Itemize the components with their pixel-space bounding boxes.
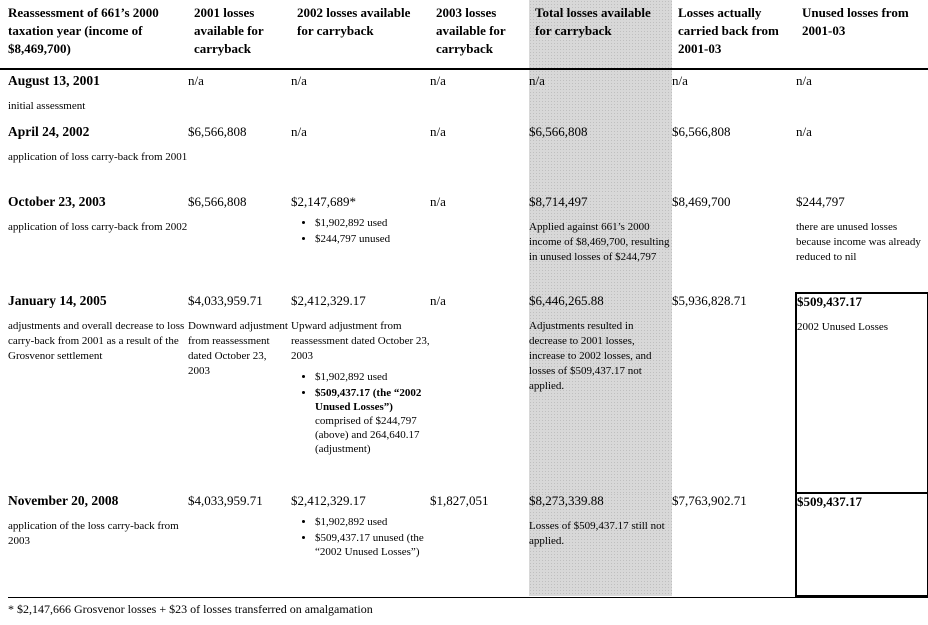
value-total: $8,714,497 <box>529 194 588 209</box>
header-2003-losses: 2003 losses available for carryback <box>430 0 529 69</box>
bullet-list <box>291 370 430 456</box>
list-item <box>315 386 430 456</box>
value-unused: $244,797 <box>796 194 845 209</box>
row-date: April 24, 2002 <box>8 124 90 139</box>
row-date: August 13, 2001 <box>8 73 100 88</box>
table-row <box>0 493 928 596</box>
row-date: November 20, 2008 <box>8 493 119 508</box>
adjustment-note-2001: Downward adjustment from reassessment dated October 23, 2003 <box>188 320 288 377</box>
row-description: application of loss carry-back from 2001 <box>8 151 188 163</box>
value-carried: $6,566,808 <box>672 124 731 139</box>
value-carried: $7,763,902.71 <box>672 493 747 508</box>
table-row <box>0 69 928 124</box>
value-2002: $2,412,329.17 <box>291 293 366 308</box>
value-unused: n/a <box>796 124 812 139</box>
row-date: January 14, 2005 <box>8 293 107 308</box>
table-row <box>0 124 928 194</box>
header-row <box>0 0 928 69</box>
header-unused-losses: Unused losses from 2001-03 <box>796 0 928 69</box>
header-losses-carried-back: Losses actually carried back from 2001-03 <box>672 0 796 69</box>
list-item: • $1,902,892 used <box>315 370 430 384</box>
value-2001: $6,566,808 <box>188 124 247 139</box>
value-2003: n/a <box>430 73 446 88</box>
total-note: Applied against 661’s 2000 income of $8,469,700, resulting in unused losses of $244,797 <box>529 221 670 263</box>
header-total-losses: Total losses available for carryback <box>529 0 672 69</box>
list-item: • $1,902,892 used <box>315 515 430 529</box>
unused-note: there are unused losses because income was already reduced to nil <box>796 221 921 263</box>
value-total: n/a <box>529 73 545 88</box>
value-carried: $5,936,828.71 <box>672 293 747 308</box>
value-total: $8,273,339.88 <box>529 493 604 508</box>
value-2003: $1,827,051 <box>430 493 489 508</box>
value-total: $6,566,808 <box>529 124 588 139</box>
header-2001-losses: 2001 losses available for carryback <box>188 0 291 69</box>
adjustment-note-2002: Upward adjustment from reassessment dated October 23, 2003 <box>291 320 430 362</box>
value-2003: n/a <box>430 293 446 308</box>
total-note: Adjustments resulted in decrease to 2001 losses, increase to 2002 losses, and losses of $509,437.17 not applied. <box>529 320 652 392</box>
value-2003: n/a <box>430 124 446 139</box>
value-2002: $2,147,689* <box>291 194 356 209</box>
value-2001: $4,033,959.71 <box>188 493 263 508</box>
table-row <box>0 293 928 493</box>
row-description: initial assessment <box>8 100 86 112</box>
value-2001: $6,566,808 <box>188 194 247 209</box>
unused-note: 2002 Unused Losses <box>797 321 889 333</box>
row-date: October 23, 2003 <box>8 194 106 209</box>
header-reassessment: Reassessment of 661’s 2000 taxation year (income of $8,469,700) <box>0 0 188 69</box>
bullet-list <box>291 515 430 559</box>
row-description: application of loss carry-back from 2002 <box>8 221 188 233</box>
unused-losses-bold: $509,437.17 (the “2002 Unused Losses”) <box>315 387 422 413</box>
value-carried: n/a <box>672 73 688 88</box>
value-unused: $509,437.17 <box>797 294 862 309</box>
total-note: Losses of $509,437.17 still not applied. <box>529 520 665 547</box>
header-2002-losses: 2002 losses available for carryback <box>291 0 430 69</box>
value-unused: n/a <box>796 73 812 88</box>
value-total: $6,446,265.88 <box>529 293 604 308</box>
row-description: application of the loss carry-back from 2003 <box>8 520 179 547</box>
footnote-text: * $2,147,666 Grosvenor losses + $23 of losses transferred on amalgamation <box>8 602 373 616</box>
value-2002: n/a <box>291 124 307 139</box>
unused-losses-detail: comprised of $244,797 (above) and 264,640.17 (adjustment) <box>315 415 420 455</box>
value-2001: $4,033,959.71 <box>188 293 263 308</box>
bullet-list <box>291 216 430 246</box>
value-carried: $8,469,700 <box>672 194 731 209</box>
list-item: • $509,437.17 unused (the “2002 Unused Losses”) <box>315 531 430 559</box>
list-item: • $244,797 unused <box>315 232 430 246</box>
row-description: adjustments and overall decrease to loss carry-back from 2001 as a result of the Grosvenor settlement <box>8 320 185 362</box>
value-unused: $509,437.17 <box>797 494 862 509</box>
value-2002: n/a <box>291 73 307 88</box>
value-2001: n/a <box>188 73 204 88</box>
footnote <box>8 597 928 618</box>
table-row <box>0 194 928 293</box>
value-2002: $2,412,329.17 <box>291 493 366 508</box>
list-item: • $1,902,892 used <box>315 216 430 230</box>
value-2003: n/a <box>430 194 446 209</box>
